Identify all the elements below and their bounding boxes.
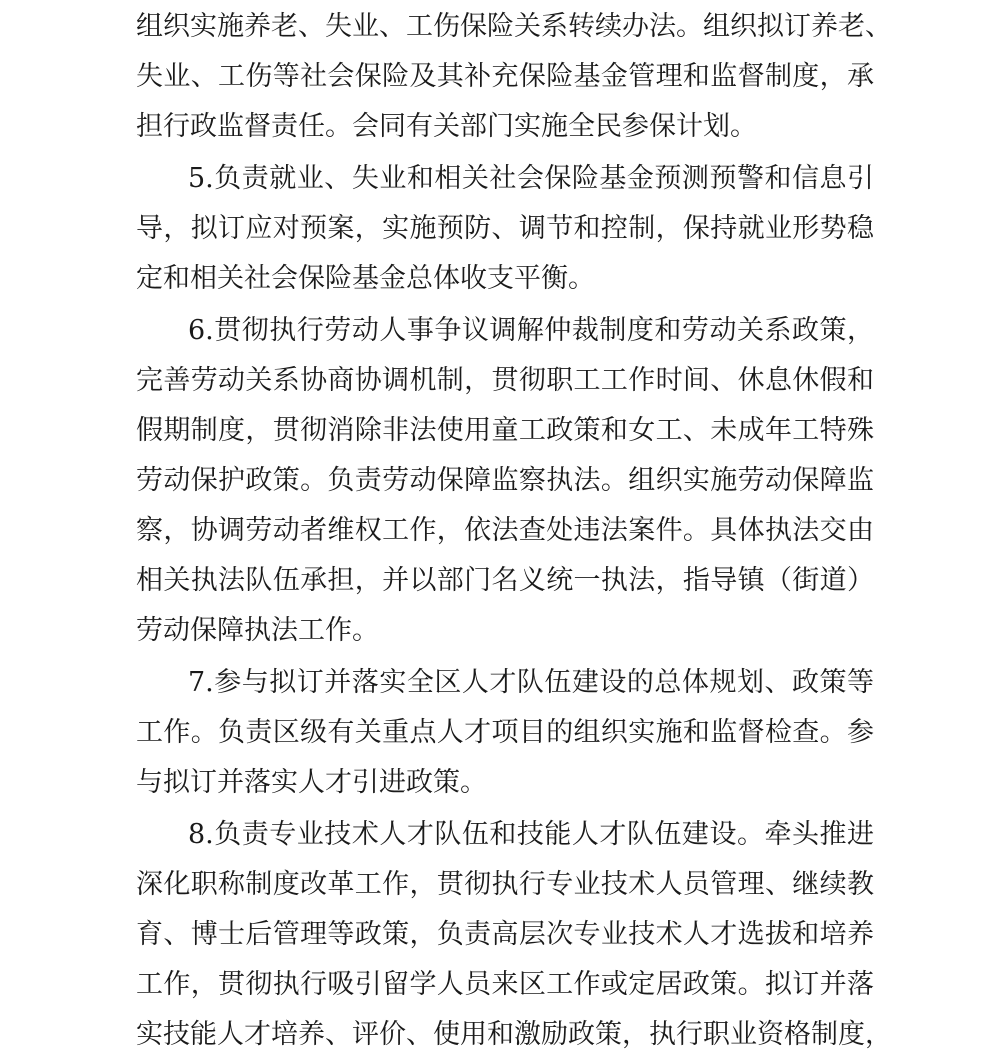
text-line: 察，协调劳动者维权工作，依法查处违法案件。具体执法交由: [136, 515, 874, 546]
paragraph-5-first-line: 5.负责就业、失业和相关社会保险基金预测预警和信息引: [188, 163, 874, 194]
text-line: 定和相关社会保险基金总体收支平衡。: [136, 263, 595, 294]
text-line: 假期制度，贯彻消除非法使用童工政策和女工、未成年工特殊: [136, 415, 874, 446]
text-line: 与拟订并落实人才引进政策。: [136, 767, 487, 798]
text-line: 深化职称制度改革工作，贯彻执行专业技术人员管理、继续教: [136, 869, 874, 900]
text-line: 实技能人才培养、评价、使用和激励政策，执行职业资格制度，: [136, 1019, 892, 1050]
text-line: 失业、工伤等社会保险及其补充保险基金管理和监督制度，承: [136, 61, 874, 92]
text-line: 相关执法队伍承担，并以部门名义统一执法，指导镇（街道）: [136, 565, 874, 596]
paragraph-6-first-line: 6.贯彻执行劳动人事争议调解仲裁制度和劳动关系政策，: [188, 315, 874, 346]
paragraph-7-first-line: 7.参与拟订并落实全区人才队伍建设的总体规划、政策等: [188, 667, 874, 698]
text-line: 工作。负责区级有关重点人才项目的组织实施和监督检查。参: [136, 717, 874, 748]
text-line: 担行政监督责任。会同有关部门实施全民参保计划。: [136, 111, 757, 142]
text-line: 劳动保护政策。负责劳动保障监察执法。组织实施劳动保障监: [136, 465, 874, 496]
text-line: 完善劳动关系协商协调机制，贯彻职工工作时间、休息休假和: [136, 365, 874, 396]
text-line: 工作，贯彻执行吸引留学人员来区工作或定居政策。拟订并落: [136, 969, 874, 1000]
text-line: 组织实施养老、失业、工伤保险关系转续办法。组织拟订养老、: [136, 11, 892, 42]
text-line: 育、博士后管理等政策，负责高层次专业技术人才选拔和培养: [136, 919, 874, 950]
paragraph-8-first-line: 8.负责专业技术人才队伍和技能人才队伍建设。牵头推进: [188, 819, 874, 850]
text-line: 导，拟订应对预案，实施预防、调节和控制，保持就业形势稳: [136, 213, 874, 244]
text-line: 劳动保障执法工作。: [136, 615, 379, 646]
